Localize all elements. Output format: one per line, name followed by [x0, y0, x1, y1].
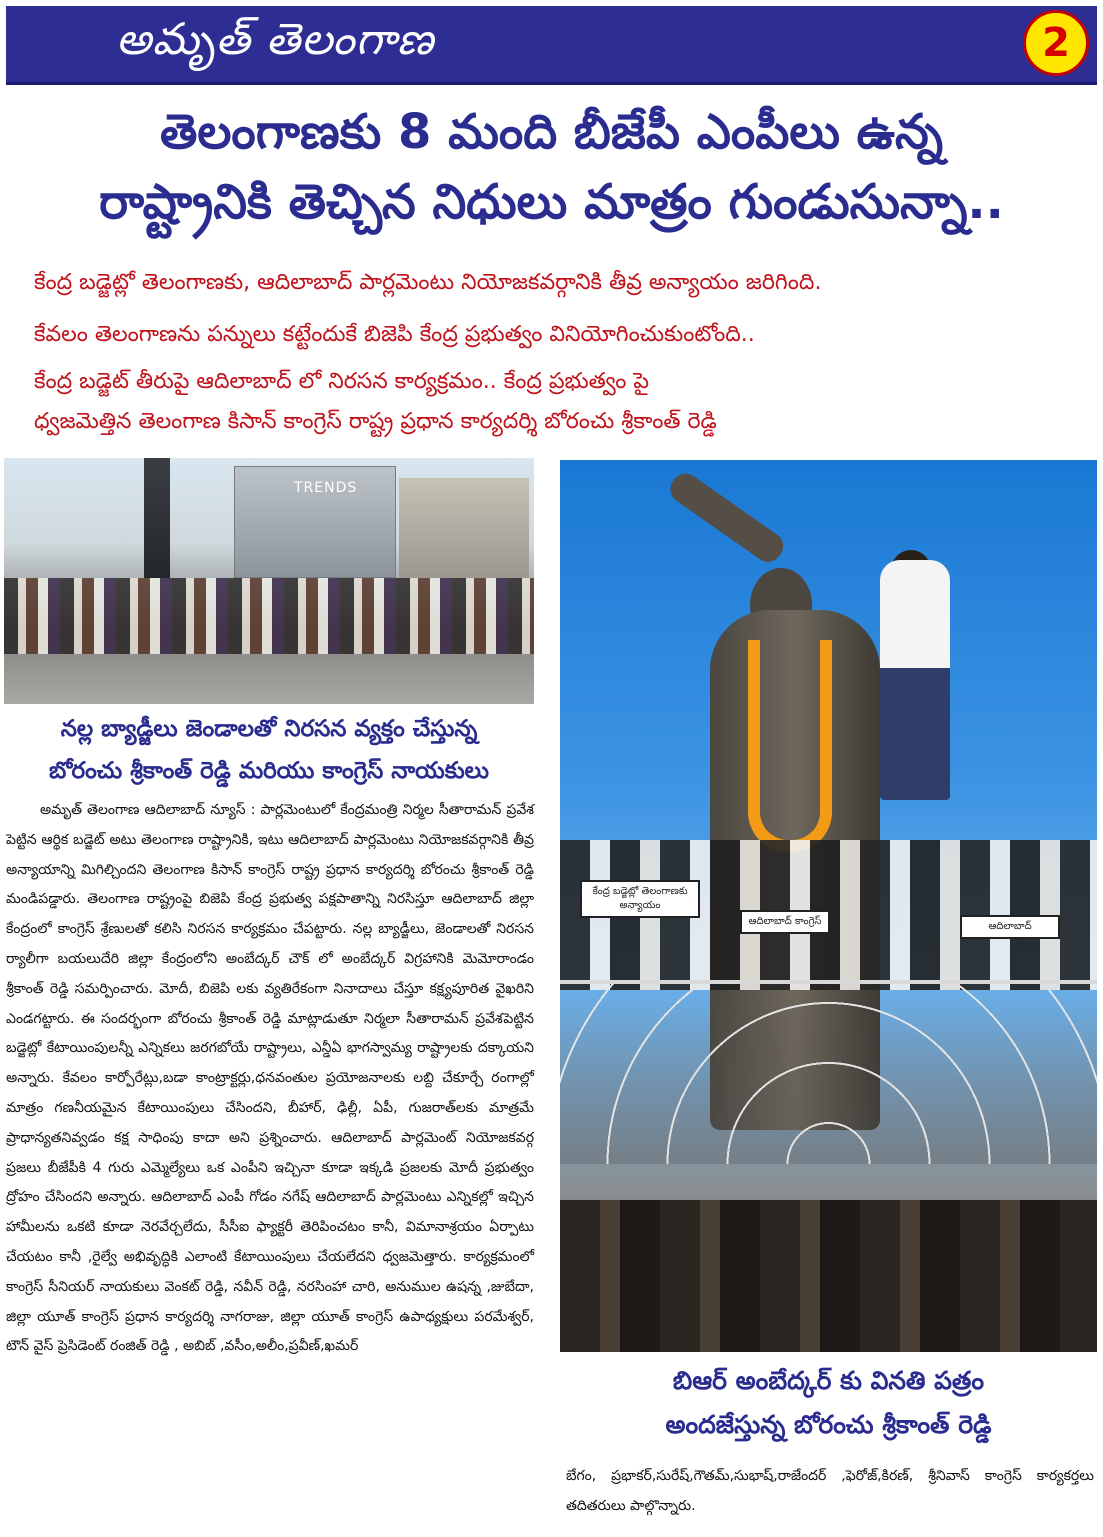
marigold-garland	[748, 640, 832, 852]
statue-silhouette	[144, 458, 170, 578]
headline-line-1: తెలంగాణకు 8 మంది బీజేపీ ఎంపీలు ఉన్న	[160, 104, 943, 160]
shop-building	[399, 478, 529, 578]
placard: ఆదిలాబాద్	[960, 915, 1060, 939]
article-continuation: బేగం, ప్రభాకర్,సురేష్,గౌతమ్,సుభాష్,రాజేందర్ ,ఫెరోజ్,కిరణ్, శ్రీనివాస్ కాంగ్రెస్ కార్యకర్తలు తదితరులు పాల్గొన్నారు.	[566, 1468, 1094, 1514]
article-paragraph: అమృత్ తెలంగాణ ఆదిలాబాద్ న్యూస్ : పార్లమెంటులో కేంద్రమంత్రి నిర్మల సీతారామన్ ప్రవేశ పెట్టిన ఆర్థిక బడ్జెట్ అటు తెలంగాణ రాష్ట్రానికి, ఇటు ఆదిలాబాద్ పార్లమెంటు నియోజకవర్గానికి తీవ్ర అన్యాయాన్ని మిగిల్చిందని తెలంగాణ కిసాన్ కాంగ్రెస్ రాష్ట్ర ప్రధాన కార్యదర్శి బోరంచు శ్రీకాంత్ రెడ్డి మండిపడ్డారు. తెలంగాణ రాష్ట్రంపై బిజెపి కేంద్ర ప్రభుత్వ పక్షపాతాన్ని నిరసిస్తూ ఆదిలాబాద్ జిల్లా కేంద్రంలో కాంగ్రెస్ శ్రేణులతో కలిసి నిరసన కార్యక్రమం చేపట్టారు. నల్ల బ్యాడ్జీలు, జెండాలతో నిరసన ర్యాలీగా బయలుదేరి జిల్లా కేంద్రంలోని అంబేద్కర్ చౌక్ లో అంబేద్కర్ విగ్రహానికి మెమోరాండం శ్రీకాంత్ రెడ్డి సమర్పించారు. మోదీ, బిజెపి లకు వ్యతిరేకంగా నినాదాలు చేస్తూ కక్ష్యపూరిత వైఖరిని ఎండగట్టారు. ఈ సందర్భంగా బోరంచు శ్రీకాంత్ రెడ్డి మాట్లాడుతూ నిర్మలా సీతారామన్ ప్రవేశపెట్టిన బడ్జెట్లో కేటాయింపులన్నీ ఎన్నికలు జరగబోయే రాష్ట్రాలు, ఎన్డీఏ భాగస్వామ్య రాష్ట్రాలకు దక్కాయని అన్నారు. కేవలం కార్పోరేట్లు,బడా కాంట్రాక్టర్లు,ధనవంతుల ప్రయోజనాలకు లబ్ది చేకూర్చే రంగాల్లో మాత్రం గణనీయమైన కేటాయింపులు చేసిందని, బీహార్, ఢిల్లీ, ఏపీ, గుజరాత్‌లకు మాత్రమే ప్రాధాన్యతనివ్వడం కక్ష సాధింపు కాదా అని ప్రశ్నించారు. ఆదిలాబాద్ పార్లమెంట్ నియోజకవర్గ ప్రజలు బీజేపీకి 4 గురు ఎమ్మెల్యేలు ఒక ఎంపీని ఇచ్చినా కూడా ఇక్కడి ప్రజలకు మోదీ ప్రభుత్వం ద్రోహం చేసిందని అన్నారు. ఆదిలాబాద్ ఎంపీ గోడం నగేష్ ఆదిలాబాద్ పార్లమెంటు ఎన్నికల్లో ఇచ్చిన హామీలను ఒకటి కూడా నెరవేర్చలేదు, సీసీఐ ఫ్యాక్టరీ తెరిపించటం కానీ, విమానాశ్రయం ఏర్పాటు చేయటం కానీ ,రైల్వే అభివృద్ధికి ఎలాంటి కేటాయింపులు చేయలేదని ధ్వజమెత్తారు. కార్యక్రమంలో కాంగ్రెస్ సీనియర్ నాయకులు వెంకట్ రెడ్డి, నవీన్ రెడ్డి, నరసింహా చారి, అనుముల ఉషన్న ,జుబేదా, జిల్లా యూత్ కాంగ్రెస్ ప్రధాన కార్యదర్శి నాగరాజు, జిల్లా యూత్ కాంగ్రెస్ ఉపాధ్యక్షులు పరమేశ్వర్, టౌన్ వైస్ ప్రెసిడెంట్ రంజిత్ రెడ్డి , అబిబ్ ,వసీం,అలీం,ప్రవీణ్,ఖమర్	[6, 802, 534, 1355]
headline-line-2: రాష్ట్రానికి తెచ్చిన నిధులు మాత్రం గుండుసున్నా..	[99, 174, 1004, 230]
crowd-foreground	[560, 1200, 1097, 1352]
highlight-line-4: ధ్వజమెత్తిన తెలంగాణ కిసాన్ కాంగ్రెస్ రాష్ట్ర ప్రధాన కార్యదర్శి బోరంచు శ్రీకాంత్ రెడ్డి	[34, 409, 717, 434]
highlight-line-3: కేంద్ర బడ్జెట్ తీరుపై ఆదిలాబాద్ లో నిరసన కార్యక్రమం.. కేంద్ర ప్రభుత్వం పై	[34, 369, 650, 394]
placard: కేంద్ర బడ్జెట్లో తెలంగాణకు అన్యాయం	[580, 880, 700, 918]
highlight-line-1: కేంద్ర బడ్జెట్లో తెలంగాణకు, ఆదిలాబాద్ పార్లమెంటు నియోజకవర్గానికి తీవ్ర అన్యాయం జరిగింది.	[34, 270, 822, 295]
trends-sign: TRENDS	[294, 480, 358, 496]
highlight-line-2: కేవలం తెలంగాణను పన్నులు కట్టేందుకే బిజెపి కేంద్ర ప్రభుత్వం వినియోగించుకుంటోంది..	[34, 322, 755, 347]
statue-pointing-arm	[665, 468, 789, 567]
placard: ఆదిలాబాద్ కాంగ్రెస్	[740, 910, 830, 934]
protesters-crowd	[4, 578, 534, 658]
ambedkar-statue-photo	[560, 460, 1097, 1352]
photo-caption-right-line-2: అందజేస్తున్న బోరంచు శ్రీకాంత్ రెడ్డి	[665, 1410, 992, 1439]
man-on-pedestal	[880, 560, 950, 800]
page-number-badge: 2	[1023, 10, 1089, 76]
protest-group-photo	[4, 458, 534, 704]
photo-caption-left-line-1: నల్ల బ్యాడ్జీలు జెండాలతో నిరసన వ్యక్తం చేస్తున్న	[60, 716, 478, 742]
article-body	[6, 796, 534, 1362]
railing	[560, 980, 1097, 1164]
photo-caption-left-line-2: బోరంచు శ్రీకాంత్ రెడ్డి మరియు కాంగ్రెస్ నాయకులు	[49, 758, 489, 784]
photo-caption-right-line-1: బిఆర్ అంబేద్కర్ కు వినతి పత్రం	[672, 1366, 985, 1395]
road	[4, 654, 534, 704]
masthead	[6, 6, 1097, 85]
masthead-title: అమృత్ తెలంగాణ	[116, 14, 435, 65]
